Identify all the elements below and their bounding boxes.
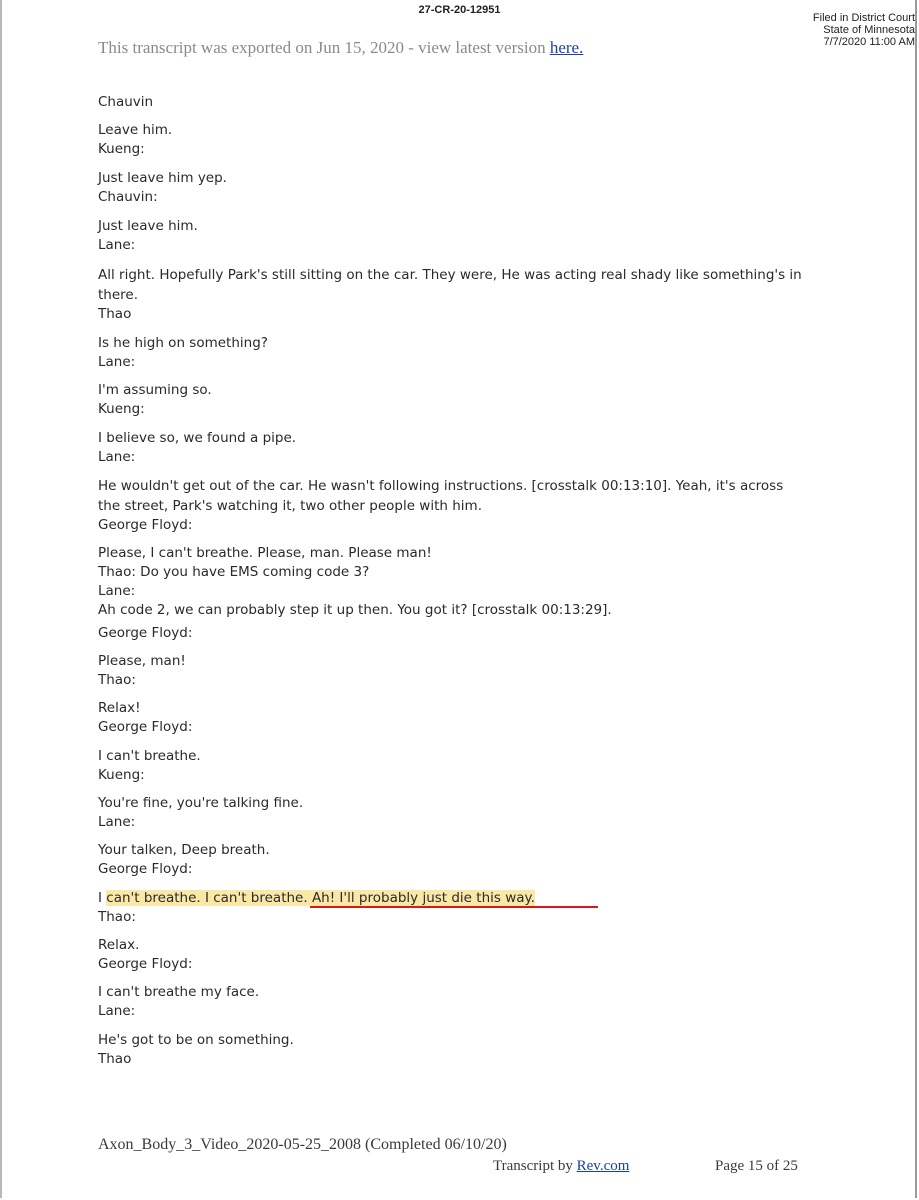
transcript-line: Your talken, Deep breath. — [98, 842, 270, 858]
transcript-line: Please, I can't breathe. Please, man. Please man! — [98, 545, 432, 561]
filed-court: Filed in District Court — [812, 12, 915, 24]
highlighted-text — [106, 890, 535, 906]
footer-file-name: Axon_Body_3_Video_2020-05-25_2008 (Completed 06/10/20) — [98, 1136, 507, 1153]
transcript-line: Chauvin — [98, 94, 154, 110]
transcript-line: George Floyd: — [98, 517, 193, 533]
latest-version-link[interactable]: here. — [549, 38, 584, 57]
filed-state: State of Minnesota — [823, 24, 915, 36]
transcript-line: George Floyd: — [98, 956, 193, 972]
transcript-line: I can't breathe my face. — [98, 984, 260, 1000]
filed-datetime: 7/7/2020 11:00 AM — [823, 36, 915, 48]
transcript-line: Kueng: — [98, 767, 145, 783]
transcript-line: Lane: — [98, 354, 136, 370]
transcript-line: Thao: Do you have EMS coming code 3? — [98, 564, 370, 580]
case-number: 27-CR-20-12951 — [418, 4, 501, 16]
transcript-line: Thao — [98, 306, 132, 322]
transcript-line: Chauvin: — [98, 189, 158, 205]
transcript-line: there. — [98, 287, 139, 303]
transcript-by-label: Transcript by — [493, 1158, 577, 1174]
transcript-line: Lane: — [98, 583, 136, 599]
transcript-line: Leave him. — [98, 122, 173, 138]
page-number: Page 15 of 25 — [715, 1158, 798, 1174]
transcript-line: Please, man! — [98, 653, 186, 669]
highlight-part-1: can't breathe. I can't breathe. — [106, 890, 312, 906]
transcript-line: Ah code 2, we can probably step it up then. You got it? [crosstalk 00:13:29]. — [98, 602, 612, 618]
transcript-line: You're fine, you're talking fine. — [98, 795, 304, 811]
transcript-line: George Floyd: — [98, 861, 193, 877]
export-text: This transcript was exported on Jun 15, 2020 - view latest version — [98, 38, 550, 57]
transcript-line: Just leave him. — [98, 218, 198, 234]
filing-stamp — [813, 12, 915, 48]
transcript-line: He's got to be on something. — [98, 1032, 294, 1048]
quote-prefix: I — [98, 890, 107, 906]
transcript-line: Kueng: — [98, 141, 145, 157]
transcript-line: George Floyd: — [98, 719, 193, 735]
transcript-line: Relax! — [98, 700, 141, 716]
highlighted-quote-line — [98, 889, 535, 907]
transcript-line: He wouldn't get out of the car. He wasn't following instructions. [crosstalk 00:13:10]. Yeah, it's across — [98, 478, 784, 494]
transcript-line: Lane: — [98, 1003, 136, 1019]
transcript-line: I can't breathe. — [98, 748, 201, 764]
footer-transcript-by — [493, 1158, 629, 1175]
transcript-line: Thao: — [98, 909, 136, 925]
export-notice — [98, 38, 583, 58]
transcript-line: Is he high on something? — [98, 335, 268, 351]
rev-link[interactable]: Rev.com — [576, 1158, 630, 1174]
transcript-line: I believe so, we found a pipe. — [98, 430, 297, 446]
transcript-line: Just leave him yep. — [98, 170, 227, 186]
transcript-line: Relax. — [98, 937, 140, 953]
transcript-line: All right. Hopefully Park's still sitting on the car. They were, He was acting real shady like something's in — [98, 267, 802, 283]
transcript-line: Lane: — [98, 237, 136, 253]
transcript-line: Thao — [98, 1051, 132, 1067]
transcript-line: the street, Park's watching it, two other people with him. — [98, 498, 482, 514]
transcript-line: I'm assuming so. — [98, 382, 212, 398]
transcript-line: George Floyd: — [98, 625, 193, 641]
transcript-line: Lane: — [98, 449, 136, 465]
red-underline-mark — [310, 906, 598, 908]
transcript-line: Kueng: — [98, 401, 145, 417]
transcript-line: Thao: — [98, 672, 136, 688]
transcript-line: Lane: — [98, 814, 136, 830]
highlight-part-2: Ah! I'll probably just die this way. — [311, 890, 535, 906]
